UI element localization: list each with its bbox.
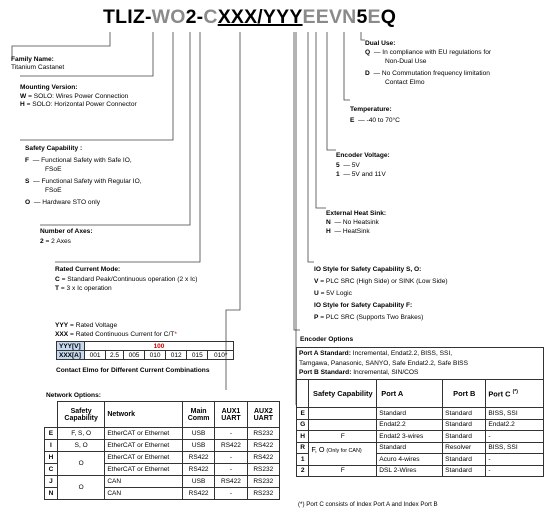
network-main: USB xyxy=(182,440,214,452)
temperature-title: Temperature: xyxy=(350,106,392,113)
encoder-port-a: Port A Standard: Incremental, Endat2.2, BISS, SSI, xyxy=(299,350,453,357)
network-aux2: RS422 xyxy=(247,440,279,452)
network-network: EtherCAT or Ethernet xyxy=(105,428,183,440)
safety-title: Safety Capability : xyxy=(25,145,83,152)
current-value: 005 xyxy=(123,351,144,360)
encoder-port-a-value: Standard xyxy=(377,442,443,454)
encoder-standard-box xyxy=(296,347,544,380)
rated-mode-c: C = Standard Peak/Continuous operation (2 x Ic) xyxy=(55,276,198,283)
part-number xyxy=(103,6,396,29)
encoder-header-port-c: Port C (*) xyxy=(486,380,544,408)
mounting-item-h: H = SOLO: Horizontal Power Connector xyxy=(20,101,137,108)
network-aux2: RS232 xyxy=(247,476,279,488)
dual-use-d-line2: Contact Elmo xyxy=(385,79,425,86)
voltage-xxx: XXX = Rated Continuous Current for C/T* xyxy=(55,331,177,338)
encoder-voltage-title: Encoder Voltage: xyxy=(336,152,390,159)
network-main: RS422 xyxy=(182,464,214,476)
network-aux1: - xyxy=(215,488,247,500)
pn-mounting: W xyxy=(151,6,171,28)
line-encoder xyxy=(294,32,300,330)
pn-mode: C xyxy=(203,6,218,28)
encoder-code: 2 xyxy=(297,465,309,477)
voltage-yyy: YYY = Rated Voltage xyxy=(55,322,118,329)
network-aux1: RS422 xyxy=(215,476,247,488)
encoder-header-safety: Safety Capability xyxy=(309,380,377,408)
dual-use-d: D — No Commutation frequency limitation xyxy=(365,70,490,77)
encoder-safety xyxy=(309,419,377,431)
encoder-port-b: Port B Standard: Incremental, SIN/COS xyxy=(299,369,419,377)
table-row xyxy=(297,408,544,420)
network-header-aux2: AUX2 UART xyxy=(247,402,279,428)
network-safety-merged: O xyxy=(57,476,104,500)
pn-encoder-volt: 5 xyxy=(356,6,368,28)
io-so-u: U = 5V Logic xyxy=(314,290,352,297)
line-dual xyxy=(361,32,365,40)
network-network: EtherCAT or Ethernet xyxy=(105,452,183,464)
axes-title: Number of Axes: xyxy=(40,228,93,235)
safety-item-f-line2: FSoE xyxy=(45,166,62,173)
network-aux2: RS422 xyxy=(247,452,279,464)
pn-family: TLIZ- xyxy=(103,6,152,28)
table-row xyxy=(297,419,544,431)
encoder-voltage-1: 1 — 5V and 11V xyxy=(336,171,386,178)
encoder-header-code xyxy=(297,380,309,408)
encoder-port-b-value: Standard xyxy=(443,454,486,466)
encoder-safety xyxy=(309,408,377,420)
encoder-footnote: (*) Port C consists of Index Port A and Index Port B xyxy=(298,501,438,508)
network-header-main: Main Comm xyxy=(182,402,214,428)
encoder-header-port-b: Port B xyxy=(443,380,486,408)
encoder-port-c-value: - xyxy=(486,454,544,466)
table-row xyxy=(45,476,280,488)
family-title: Family Name: xyxy=(11,56,54,63)
pn-temp: E xyxy=(367,6,381,28)
network-header-network: Network xyxy=(105,402,183,428)
current-yyy-label: YYY[V] xyxy=(57,342,85,351)
pn-safety: O xyxy=(170,6,186,28)
network-aux1: - xyxy=(215,464,247,476)
encoder-code: E xyxy=(297,408,309,420)
encoder-safety-merged: F, O (Only for CAN) xyxy=(309,442,377,465)
network-safety: F, S, O xyxy=(57,428,104,440)
encoder-safety: F xyxy=(309,431,377,443)
network-table xyxy=(44,401,280,500)
heatsink-title: External Heat Sink: xyxy=(326,210,387,217)
network-code: J xyxy=(45,476,58,488)
network-network: EtherCAT or Ethernet xyxy=(105,440,183,452)
network-aux2: RS232 xyxy=(247,428,279,440)
encoder-port-a-value: Endat2 3-wires xyxy=(377,431,443,443)
pn-dual: Q xyxy=(380,6,397,28)
network-code: E xyxy=(45,428,58,440)
pn-current-voltage: XXX/YYY xyxy=(217,6,303,28)
encoder-port-c-value: Endat2.2 xyxy=(486,419,544,431)
network-code: C xyxy=(45,464,58,476)
rated-mode-title: Rated Current Mode: xyxy=(55,266,121,273)
network-title: Network Options: xyxy=(46,392,101,399)
heatsink-n: N — No Heatsink xyxy=(326,219,379,226)
network-network: CAN xyxy=(105,476,183,488)
pn-axes: 2- xyxy=(185,6,204,28)
encoder-code: R xyxy=(297,442,309,454)
network-network: CAN xyxy=(105,488,183,500)
line-temperature xyxy=(344,32,350,100)
network-main: RS422 xyxy=(182,452,214,464)
table-row xyxy=(45,428,280,440)
family-value: Titanium Castanet xyxy=(11,64,65,71)
safety-item-o: O — Hardware STO only xyxy=(25,199,101,206)
encoder-port-a-value: Acuro 4-wires xyxy=(377,454,443,466)
current-value: 2.5 xyxy=(106,351,124,360)
encoder-code: G xyxy=(297,419,309,431)
table-row xyxy=(45,440,280,452)
encoder-port-c-value: - xyxy=(486,431,544,443)
network-safety: S, O xyxy=(57,440,104,452)
encoder-port-b-value: Standard xyxy=(443,431,486,443)
encoder-port-b-value: Standard xyxy=(443,419,486,431)
safety-item-f: F — Functional Safety with Safe IO, xyxy=(25,157,132,164)
safety-item-s-line2: FSoE xyxy=(45,187,62,194)
network-header-safety: Safety Capability xyxy=(57,402,104,428)
network-aux1: RS422 xyxy=(215,440,247,452)
current-value: 001 xyxy=(85,351,106,360)
encoder-code: 1 xyxy=(297,454,309,466)
line-io xyxy=(308,32,314,262)
line-current xyxy=(226,32,240,390)
encoder-title: Encoder Options xyxy=(300,336,354,343)
line-encoder-volt xyxy=(327,32,336,150)
mounting-item-w: W = SOLO: Wires Power Connection xyxy=(20,93,129,100)
line-axes xyxy=(40,32,190,225)
heatsink-h: H — HeatSink xyxy=(326,228,370,235)
dual-use-q: Q — In compliance with EU regulations for xyxy=(365,49,492,56)
network-main: USB xyxy=(182,476,214,488)
network-aux2: RS232 xyxy=(247,464,279,476)
current-table xyxy=(56,341,234,360)
encoder-voltage-5: 5 — 5V xyxy=(336,162,360,169)
safety-item-s: S — Functional Safety with Regular IO, xyxy=(25,178,142,185)
current-value: 015 xyxy=(187,351,208,360)
io-f-p: P = PLC SRC (Supports Two Brakes) xyxy=(314,314,424,321)
current-xxx-label: XXX[A] xyxy=(57,351,85,360)
encoder-port-a-line2: Tamgawa, Panasonic, SANYO, Safe Endat2.2, Safe BISS xyxy=(299,359,468,367)
network-code: N xyxy=(45,488,58,500)
encoder-port-b-value: Standard xyxy=(443,465,486,477)
network-code: I xyxy=(45,440,58,452)
table-row xyxy=(297,431,544,443)
network-safety-merged: O xyxy=(57,452,104,476)
table-row xyxy=(45,452,280,464)
encoder-port-c-value: - xyxy=(486,465,544,477)
pn-options: EEVN xyxy=(302,6,357,28)
encoder-code: H xyxy=(297,431,309,443)
encoder-port-c-value: BISS, SSI xyxy=(486,442,544,454)
network-aux1: - xyxy=(215,428,247,440)
encoder-port-a-value: Standard xyxy=(377,408,443,420)
current-value: 012 xyxy=(166,351,187,360)
encoder-port-b-value: Standard xyxy=(443,408,486,420)
encoder-port-a-value: Endat2.2 xyxy=(377,419,443,431)
network-main: USB xyxy=(182,428,214,440)
encoder-table xyxy=(296,379,544,477)
network-aux2: RS232 xyxy=(247,488,279,500)
current-yyy-value: 100 xyxy=(85,342,234,351)
encoder-safety: F xyxy=(309,465,377,477)
encoder-header-port-a: Port A xyxy=(377,380,443,408)
line-heatsink xyxy=(316,32,326,208)
contact-note: Contact Elmo for Different Current Combinations xyxy=(56,367,210,374)
mounting-title: Mounting Version: xyxy=(20,84,78,91)
dual-use-q-line2: Non-Dual Use xyxy=(385,58,427,65)
current-value: 010* xyxy=(208,351,234,360)
network-network: EtherCAT or Ethernet xyxy=(105,464,183,476)
encoder-port-c-value: BISS, SSI xyxy=(486,408,544,420)
network-main: RS422 xyxy=(182,488,214,500)
temperature-value: E — -40 to 70°C xyxy=(350,117,400,124)
encoder-port-a-value: DSL 2-Wires xyxy=(377,465,443,477)
network-header-code xyxy=(45,402,58,428)
io-so-title: IO Style for Safety Capability S, O: xyxy=(314,266,422,273)
io-f-title: IO Style for Safety Capability F: xyxy=(314,302,413,309)
network-header-aux1: AUX1 UART xyxy=(215,402,247,428)
network-aux1: - xyxy=(215,452,247,464)
io-so-v: V = PLC SRC (High Side) or SINK (Low Side) xyxy=(314,278,448,285)
network-code: H xyxy=(45,452,58,464)
axes-value: 2 = 2 Axes xyxy=(40,238,71,245)
current-value: 010 xyxy=(145,351,166,360)
table-row xyxy=(297,465,544,477)
table-row xyxy=(297,442,544,454)
rated-mode-t: T = 3 x Ic operation xyxy=(55,285,112,292)
encoder-port-b-value: Resolver xyxy=(443,442,486,454)
dual-use-title: Dual Use: xyxy=(365,40,396,47)
